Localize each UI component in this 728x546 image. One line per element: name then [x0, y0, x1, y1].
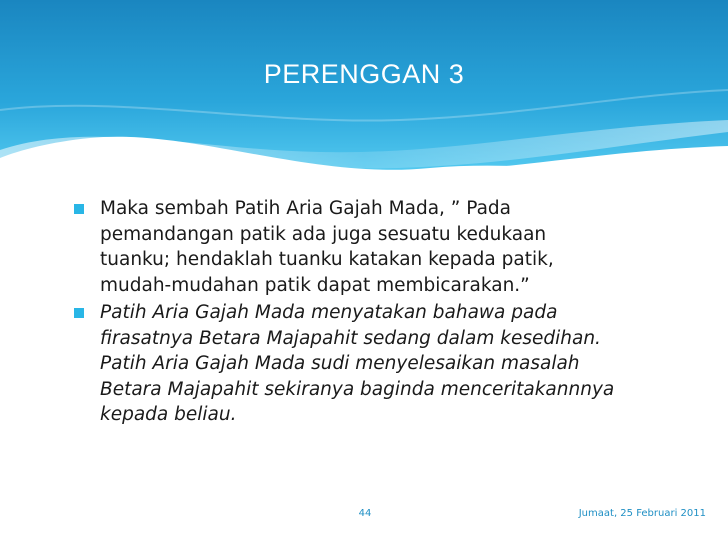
bullet-line: Maka sembah Patih Aria Gajah Mada, ” Pada	[100, 198, 512, 219]
slide-title: PERENGGAN 3	[263, 59, 465, 89]
square-bullet-icon	[74, 204, 84, 214]
bullet-line: tuanku; hendaklah tuanku katakan kepada patik,	[100, 249, 554, 270]
bullet-line: mudah-mudahan patik dapat membicarakan.”	[100, 274, 530, 296]
bullet-item	[74, 300, 694, 428]
bullet-text	[100, 302, 614, 425]
bullet-list	[74, 196, 694, 428]
slide-date: Jumaat, 25 Februari 2011	[578, 508, 706, 519]
bullet-line: Betara Majapahit sekiranya baginda menceritakannnya	[100, 378, 615, 400]
header-wave-band	[0, 0, 728, 200]
bullet-item	[74, 196, 694, 298]
bullet-line: firasatnya Betara Majapahit sedang dalam kesedihan.	[100, 327, 601, 349]
bullet-line: Patih Aria Gajah Mada sudi menyelesaikan masalah	[100, 353, 580, 374]
bullet-line: pemandangan patik ada juga sesuatu kedukaan	[100, 223, 547, 245]
bullet-line: kepada beliau.	[100, 404, 237, 425]
page-number: 44	[358, 508, 372, 519]
bullet-line: Patih Aria Gajah Mada menyatakan bahawa pada	[100, 302, 558, 323]
bullet-text	[100, 198, 554, 296]
square-bullet-icon	[74, 308, 84, 318]
